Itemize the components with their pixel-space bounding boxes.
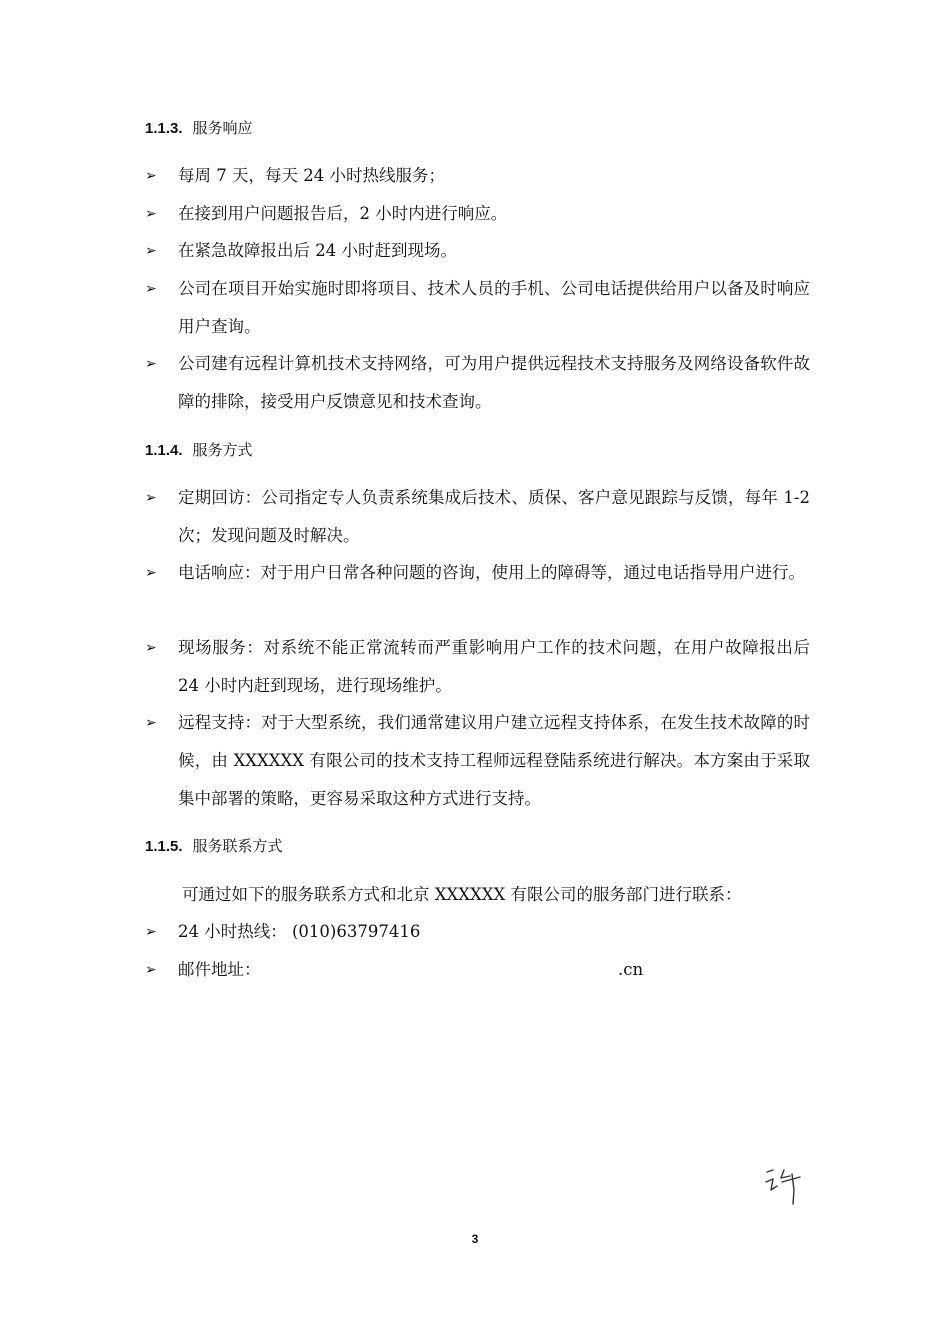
list-item: ➢ 电话响应：对于用户日常各种问题的咨询，使用上的障碍等，通过电话指导用户进行。 <box>145 554 810 592</box>
list-item: ➢ 在接到用户问题报告后，2 小时内进行响应。 <box>145 195 810 233</box>
email-label: 邮件地址： <box>178 960 261 979</box>
arrow-bullet-icon: ➢ <box>145 243 157 259</box>
arrow-bullet-icon: ➢ <box>145 640 157 656</box>
section-heading-1-1-5 <box>145 836 283 857</box>
arrow-bullet-icon: ➢ <box>145 206 157 222</box>
page-number: 3 <box>471 1232 479 1246</box>
email-item <box>145 951 810 989</box>
list-item: ➢ 公司在项目开始实施时即将项目、技术人员的手机、公司电话提供给用户以备及时响应用户查询。 <box>145 270 810 346</box>
contact-intro: 可通过如下的服务联系方式和北京 XXXXXX 有限公司的服务部门进行联系： <box>182 885 742 904</box>
email-suffix: .cn <box>618 960 644 979</box>
section-number: 1.1.4. <box>145 442 183 459</box>
list-item: ➢ 远程支持：对于大型系统，我们通常建议用户建立远程支持体系，在发生技术故障的时候，由 XXXXXX 有限公司的技术支持工程师远程登陆系统进行解决。本方案由于采取集中部署的策略，更容易采取这种方式进行支持。 <box>145 704 810 818</box>
section-heading-1-1-3 <box>145 118 253 139</box>
list-item: ➢ 现场服务：对系统不能正常流转而严重影响用户工作的技术问题，在用户故障报出后 24 小时内赶到现场，进行现场维护。 <box>145 629 810 705</box>
arrow-bullet-icon: ➢ <box>145 490 157 506</box>
arrow-bullet-icon: ➢ <box>145 281 157 297</box>
section-title: 服务方式 <box>192 441 253 459</box>
arrow-bullet-icon: ➢ <box>145 565 157 581</box>
list-item: ➢ 公司建有远程计算机技术支持网络，可为用户提供远程技术支持服务及网络设备软件故障的排除，接受用户反馈意见和技术查询。 <box>145 345 810 421</box>
hotline-item: ➢ 24 小时热线： (010)63797416 <box>145 913 810 951</box>
section-heading-1-1-4 <box>145 440 253 461</box>
arrow-bullet-icon: ➢ <box>145 962 157 978</box>
section-title: 服务联系方式 <box>192 837 283 855</box>
section-number: 1.1.3. <box>145 120 183 137</box>
list-item: ➢ 定期回访：公司指定专人负责系统集成后技术、质保、客户意见跟踪与反馈，每年 1-2 次；发现问题及时解决。 <box>145 479 810 555</box>
arrow-bullet-icon: ➢ <box>145 924 157 940</box>
arrow-bullet-icon: ➢ <box>145 356 157 372</box>
section-title: 服务响应 <box>192 119 253 137</box>
section-number: 1.1.5. <box>145 838 183 855</box>
handwritten-signature-icon <box>762 1160 812 1210</box>
arrow-bullet-icon: ➢ <box>145 715 157 731</box>
arrow-bullet-icon: ➢ <box>145 168 157 184</box>
list-item: ➢ 在紧急故障报出后 24 小时赶到现场。 <box>145 232 810 270</box>
list-item: ➢ 每周 7 天，每天 24 小时热线服务； <box>145 157 810 195</box>
